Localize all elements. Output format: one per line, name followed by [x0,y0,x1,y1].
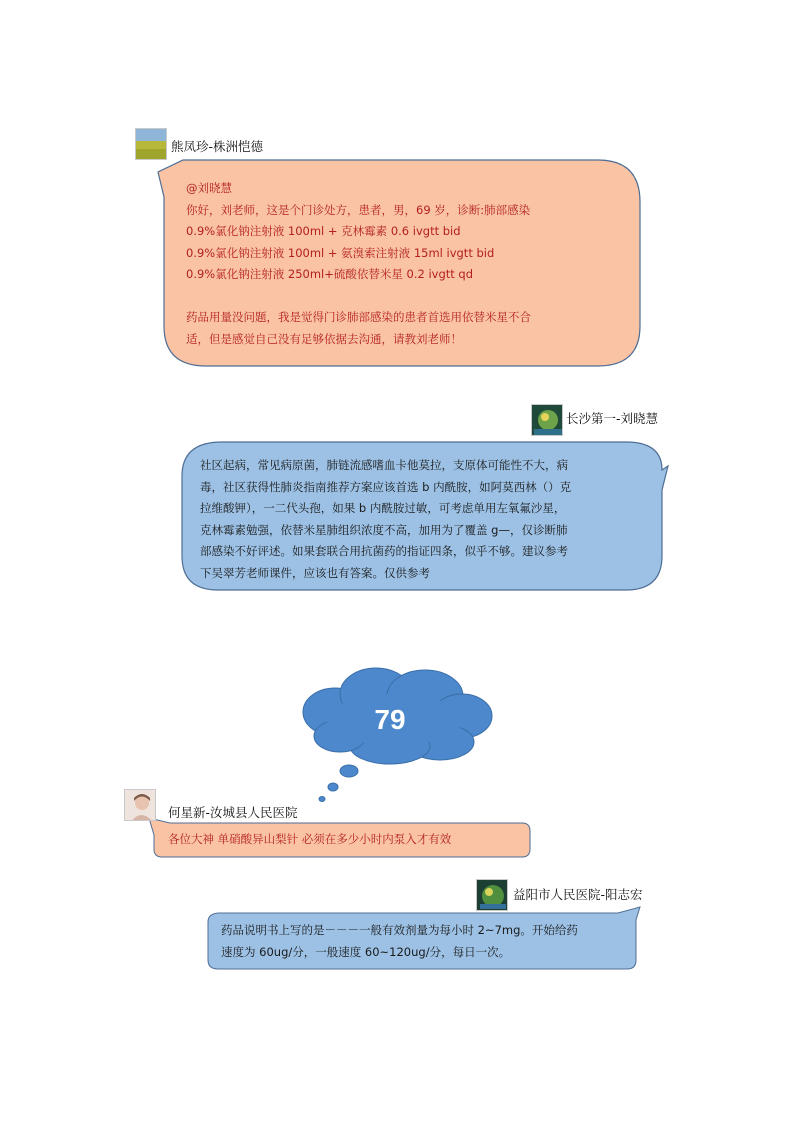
message-line: 毒，社区获得性肺炎指南推荐方案应该首选 b 内酰胺，如阿莫西林（）克 [200,479,572,494]
author-name: 长沙第一-刘晓慧 [566,411,659,426]
avatar-fantasy-icon [477,880,508,911]
avatar-yang [476,879,508,911]
avatar-landscape-icon [136,129,167,160]
avatar-xiong [135,128,167,160]
author-name: 益阳市人民医院-阳志宏 [513,887,643,902]
bubble-2-text [200,455,571,584]
message-line [186,286,531,308]
message-line: 0.9%氯化钠注射液 100ml + 氨溴索注射液 15ml ivgtt bid [186,245,495,260]
avatar-fantasy-icon [532,405,563,436]
author-name: 何星新-汝城县人民医院 [168,805,298,820]
avatar-portrait-icon [125,790,156,821]
message-line: 0.9%氯化钠注射液 100ml + 克林霉素 0.6 ivgtt bid [186,224,461,238]
message-line: 你好，刘老师，这是个门诊处方，患者，男，69 岁，诊断:肺部感染 [186,202,531,217]
bubble-4-text [221,920,578,963]
avatar-liu [531,404,563,436]
message-line: 药品用量没问题，我是觉得门诊肺部感染的患者首选用依替米星不合 [186,310,531,324]
message-line: 速度为 60ug/分，一般速度 60~120ug/分，每日一次。 [221,944,511,959]
message-line: 适，但是感觉自己没有足够依据去沟通，请教刘老师！ [186,331,462,346]
message-line: 克林霉素勉强，依替米星肺组织浓度不高，加用为了覆盖 g—，仅诊断肺 [200,522,568,537]
bubble-3-text [168,829,451,851]
message-line: @刘晓慧 [186,181,232,195]
message-line: 拉维酸钾），一二代头孢，如果 b 内酰胺过敏，可考虑单用左氧氟沙星， [200,501,566,515]
avatar-he [124,789,156,821]
message-line: 药品说明书上写的是－－－一般有效剂量为每小时 2~7mg。开始给药 [221,923,578,937]
bubble-1-text [186,178,531,350]
author-name: 熊凤珍-株洲恺德 [171,139,264,154]
message-line: 下吴翠芳老师课件，应该也有答案。仅供参考 [200,565,430,580]
message-line: 0.9%氯化钠注射液 250ml+硫酸依替米星 0.2 ivgtt qd [186,267,474,281]
cloud-number: 79 [374,704,406,735]
message-line: 社区起病，常见病原菌，肺链流感嗜血卡他莫拉，支原体可能性不大，病 [200,458,568,472]
message-line: 部感染不好评述。如果套联合用抗菌药的指证四条，似乎不够。建议参考 [200,544,568,558]
message-line: 各位大神 单硝酸异山梨针 必须在多少小时内泵入才有效 [168,832,452,846]
